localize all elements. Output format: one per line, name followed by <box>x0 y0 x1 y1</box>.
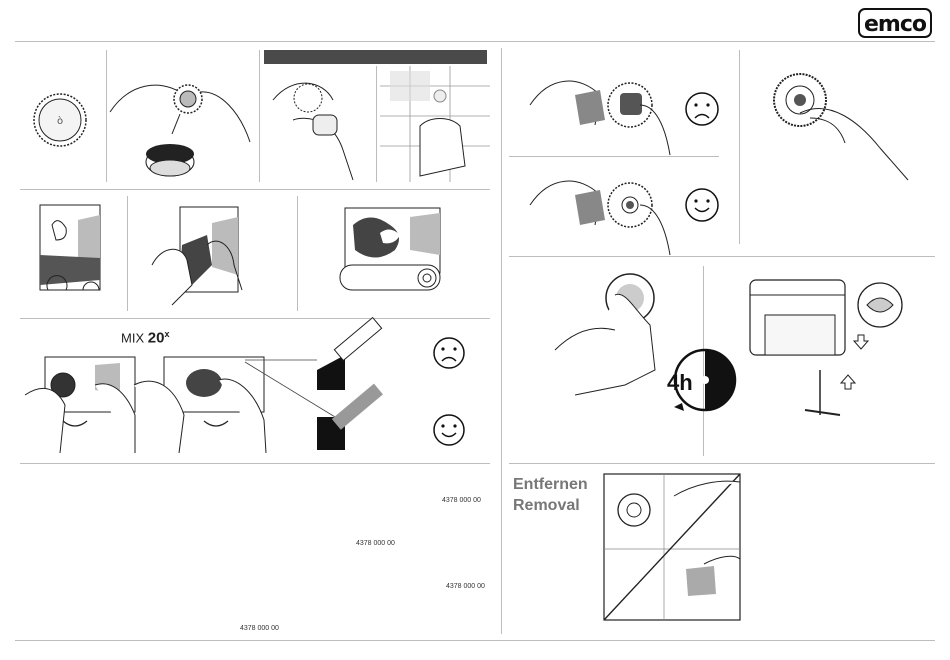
hands-wipe-illustration <box>263 70 373 180</box>
mix-label <box>121 329 169 346</box>
holder-mount-illustration <box>745 275 920 435</box>
bottom-rule <box>15 640 935 641</box>
thumbs-up-knob-illustration <box>555 270 665 400</box>
article-code-4: 4378 000 00 <box>240 625 279 632</box>
removal-heading <box>513 474 588 516</box>
article-code-3: 4378 000 00 <box>446 583 485 590</box>
sad-face-icon <box>432 336 466 370</box>
mix-suffix: x <box>164 329 170 339</box>
press-knob-right <box>530 165 675 255</box>
mix-text: MIX <box>121 330 145 346</box>
removal-illustration <box>604 474 740 620</box>
knob-on-wall-illustration <box>770 68 910 180</box>
hand-knob-illustration <box>110 72 255 182</box>
removal-title-en: Removal <box>513 497 580 514</box>
svg-text:ò: ò <box>56 116 64 127</box>
row-divider-2 <box>20 318 490 319</box>
col-divider-b <box>259 50 260 182</box>
sad-face-icon-right <box>684 91 720 127</box>
glue-pad-step1 <box>38 200 108 305</box>
right-divider-2 <box>509 256 935 257</box>
glue-pad-step2 <box>152 205 247 310</box>
knob-illustration <box>30 90 90 150</box>
happy-face-icon <box>432 413 466 447</box>
mix-count: 20 <box>147 329 165 347</box>
press-knob-wrong <box>530 65 675 155</box>
row-divider-3 <box>20 463 490 464</box>
wait-time-label: 4h <box>667 370 693 395</box>
removal-title-de: Entfernen <box>513 476 588 493</box>
col-divider-d <box>127 196 128 311</box>
center-divider <box>501 48 502 634</box>
article-code-1: 4378 000 00 <box>442 497 481 504</box>
wall-clean-illustration <box>380 66 490 182</box>
right-divider-3 <box>509 463 935 464</box>
right-divider-1 <box>509 156 719 157</box>
top-rule <box>15 41 935 42</box>
col-divider-e <box>297 196 298 311</box>
dark-band <box>264 50 487 64</box>
happy-face-icon-right <box>684 187 720 223</box>
right-col-divider-1 <box>739 50 740 244</box>
glue-pad-step3 <box>335 205 447 305</box>
logo-text <box>858 8 932 38</box>
mix-right-diagram <box>245 362 385 452</box>
article-code-2: 4378 000 00 <box>356 540 395 547</box>
svg-text:emco: emco <box>864 12 926 37</box>
col-divider-c <box>376 66 377 182</box>
mixing-hands-1 <box>25 345 140 453</box>
col-divider-a <box>106 50 107 182</box>
row-divider-1 <box>20 189 490 190</box>
